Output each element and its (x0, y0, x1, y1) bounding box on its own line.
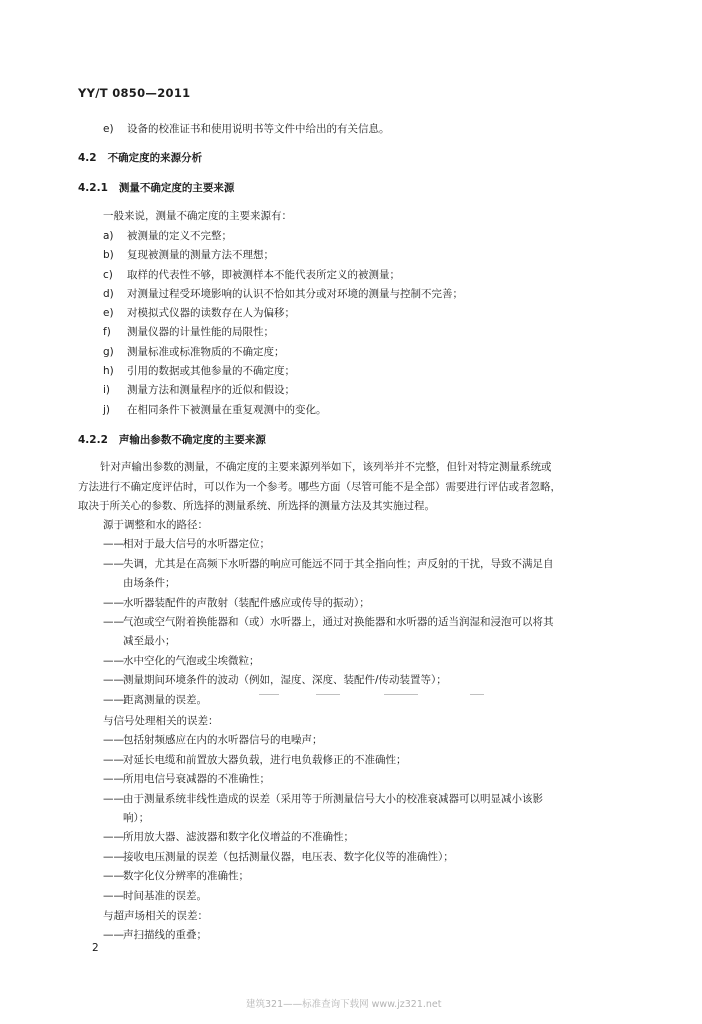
dash-list-item (103, 887, 678, 906)
page-number: 2 (92, 942, 99, 954)
dash-list-item (103, 594, 678, 613)
dash-item-text: 所用放大器、滤波器和数字化仪增益的不准确性； (123, 831, 354, 844)
dash-item-text: 数字化仪分辨率的准确性； (123, 870, 249, 883)
section-heading-4-2-1 (78, 180, 234, 195)
list-marker: h) (103, 365, 114, 378)
dash-item-text: 失调，尤其是在高频下水听器的响应可能远不同于其全指向性；声反射的干扰，导致不满足自 (123, 557, 554, 570)
dash-item-text: 气泡或空气附着换能器和（或）水听器上，通过对换能器和水听器的适当润湿和浸泡可以将其 (123, 616, 554, 629)
dash-list-item (103, 926, 678, 945)
section-title: 测量不确定度的主要来源 (118, 182, 235, 194)
section-number: 4.2.2 (78, 434, 108, 446)
list-item (103, 227, 463, 246)
standard-code-header: YY/T 0850—2011 (78, 86, 191, 100)
list-text: 对测量过程受环境影响的认识不恰如其分或对环境的测量与控制不完善； (127, 287, 463, 300)
list-marker: c) (103, 268, 113, 281)
dash-marker: —— (103, 557, 124, 570)
list-item (103, 266, 463, 285)
dash-list-item (103, 770, 678, 789)
dash-marker: —— (103, 831, 124, 844)
scan-artifact-line (384, 694, 418, 695)
dash-list-item (103, 867, 678, 886)
dash-item-text: 水听器装配件的声散射（装配件感应或传导的振动）； (123, 596, 370, 609)
dash-marker: —— (103, 773, 124, 786)
list-item (103, 401, 463, 420)
list-item (103, 304, 463, 323)
dash-marker: —— (103, 596, 124, 609)
dash-marker: —— (103, 734, 124, 747)
dash-list-item (103, 828, 678, 847)
group-heading: 与信号处理相关的误差： (103, 715, 219, 727)
section-number: 4.2 (78, 152, 97, 164)
dash-item-text: 包括射频感应在内的水听器信号的电噪声； (123, 734, 323, 747)
list-marker: f) (103, 326, 111, 339)
list-marker: j) (103, 403, 111, 416)
signal-processing-group (103, 712, 678, 906)
dash-list-item (103, 652, 678, 671)
list-item (103, 362, 463, 381)
dash-item-text: 声扫描线的重叠； (123, 929, 207, 942)
dash-item-text: 接收电压测量的误差（包括测量仪器，电压表、数字化仪等的准确性）； (123, 850, 454, 863)
dash-marker: —— (103, 753, 124, 766)
paragraph-line: 方法进行不确定度评估时，可以作为一个参考。哪些方面（尽管可能不是全部）需要进行评估或者忽略， (78, 480, 561, 493)
dash-marker: —— (103, 693, 124, 706)
list-item (103, 343, 463, 362)
section-title: 声输出参数不确定度的主要来源 (118, 434, 266, 446)
section-number: 4.2.1 (78, 182, 108, 194)
group-heading: 与超声场相关的误差： (103, 910, 208, 922)
dash-item-text: 所用电信号衰减器的不准确性； (123, 773, 270, 786)
dash-list-item (103, 613, 678, 652)
list-marker: e) (103, 307, 114, 320)
intro-paragraph: 一般来说，测量不确定度的主要来源有： (103, 210, 292, 222)
adjustment-water-path-group (103, 516, 678, 710)
dash-list-item (103, 535, 678, 554)
list-marker: i) (103, 384, 111, 397)
dash-item-text: 相对于最大信号的水听器定位； (123, 538, 270, 551)
dash-item-text: 响）； (123, 812, 150, 825)
dash-marker: —— (103, 850, 124, 863)
dash-item-text: 时间基准的误差。 (123, 889, 207, 902)
list-marker: b) (103, 249, 114, 262)
dash-item-text: 由场条件； (123, 577, 176, 590)
dash-marker: —— (103, 616, 124, 629)
dash-list-item (103, 751, 678, 770)
list-item-e (103, 121, 390, 136)
list-item (103, 285, 463, 304)
dash-item-text: 对延长电缆和前置放大器负载，进行电负载修正的不准确性； (123, 753, 407, 766)
list-text: 测量标准或标准物质的不确定度； (127, 345, 285, 358)
list-marker: g) (103, 345, 114, 358)
section-title: 不确定度的来源分析 (107, 152, 203, 164)
dash-item-text: 水中空化的气泡或尘埃微粒； (123, 654, 260, 667)
body-paragraph (78, 458, 668, 517)
dash-list-item (103, 848, 678, 867)
list-item (103, 246, 463, 265)
dash-item-text: 减至最小； (123, 635, 176, 648)
list-text: 设备的校准证书和使用说明书等文件中给出的有关信息。 (127, 123, 390, 135)
dash-list-item (103, 731, 678, 750)
section-heading-4-2-2 (78, 432, 266, 447)
list-marker: d) (103, 287, 114, 300)
dash-marker: —— (103, 889, 124, 902)
paragraph-line: 针对声输出参数的测量，不确定度的主要来源列举如下，该列举并不完整，但针对特定测量系统或 (100, 461, 552, 473)
ultrasonic-field-group (103, 907, 678, 946)
scan-artifact-line (470, 694, 484, 695)
group-heading: 源于调整和水的路径： (103, 519, 208, 531)
dash-marker: —— (103, 674, 124, 687)
dash-marker: —— (103, 538, 124, 551)
list-marker: a) (103, 230, 114, 242)
dash-item-text: 测量期间环境条件的波动（例如，湿度、深度、装配件/传动装置等）； (123, 674, 447, 687)
scan-artifact-line (316, 694, 340, 695)
dash-list-item (103, 671, 678, 690)
section-heading-4-2 (78, 150, 202, 165)
list-text: 取样的代表性不够，即被测样本不能代表所定义的被测量； (127, 268, 400, 281)
paragraph-line: 取决于所关心的参数、所选择的测量系统、所选择的测量方法及其实施过程。 (78, 500, 435, 513)
list-text: 对模拟式仪器的读数存在人为偏移； (127, 307, 295, 320)
list-item (103, 323, 463, 342)
dash-list-item (103, 555, 678, 594)
website-footer: 建筑321——标准查询下载网 www.jz321.net (246, 999, 442, 1010)
dash-item-text: 由于测量系统非线性造成的误差（采用等于所测量信号大小的校准衰减器可以明显减小该影 (123, 792, 543, 805)
list-item (103, 381, 463, 400)
scan-artifact-line (259, 694, 279, 695)
list-text: 在相同条件下被测量在重复观测中的变化。 (127, 403, 327, 416)
dash-list-item (103, 790, 678, 829)
uncertainty-source-list (103, 227, 463, 420)
list-text: 测量方法和测量程序的近似和假设； (127, 384, 295, 397)
list-text: 被测量的定义不完整； (127, 230, 232, 242)
dash-marker: —— (103, 929, 124, 942)
dash-marker: —— (103, 870, 124, 883)
list-text: 引用的数据或其他参量的不确定度； (127, 365, 295, 378)
list-text: 测量仪器的计量性能的局限性； (127, 326, 274, 339)
dash-marker: —— (103, 654, 124, 667)
list-text: 复现被测量的测量方法不理想； (127, 249, 274, 262)
list-marker: e) (103, 123, 114, 135)
dash-item-text: 距离测量的误差。 (123, 693, 207, 706)
dash-marker: —— (103, 792, 124, 805)
